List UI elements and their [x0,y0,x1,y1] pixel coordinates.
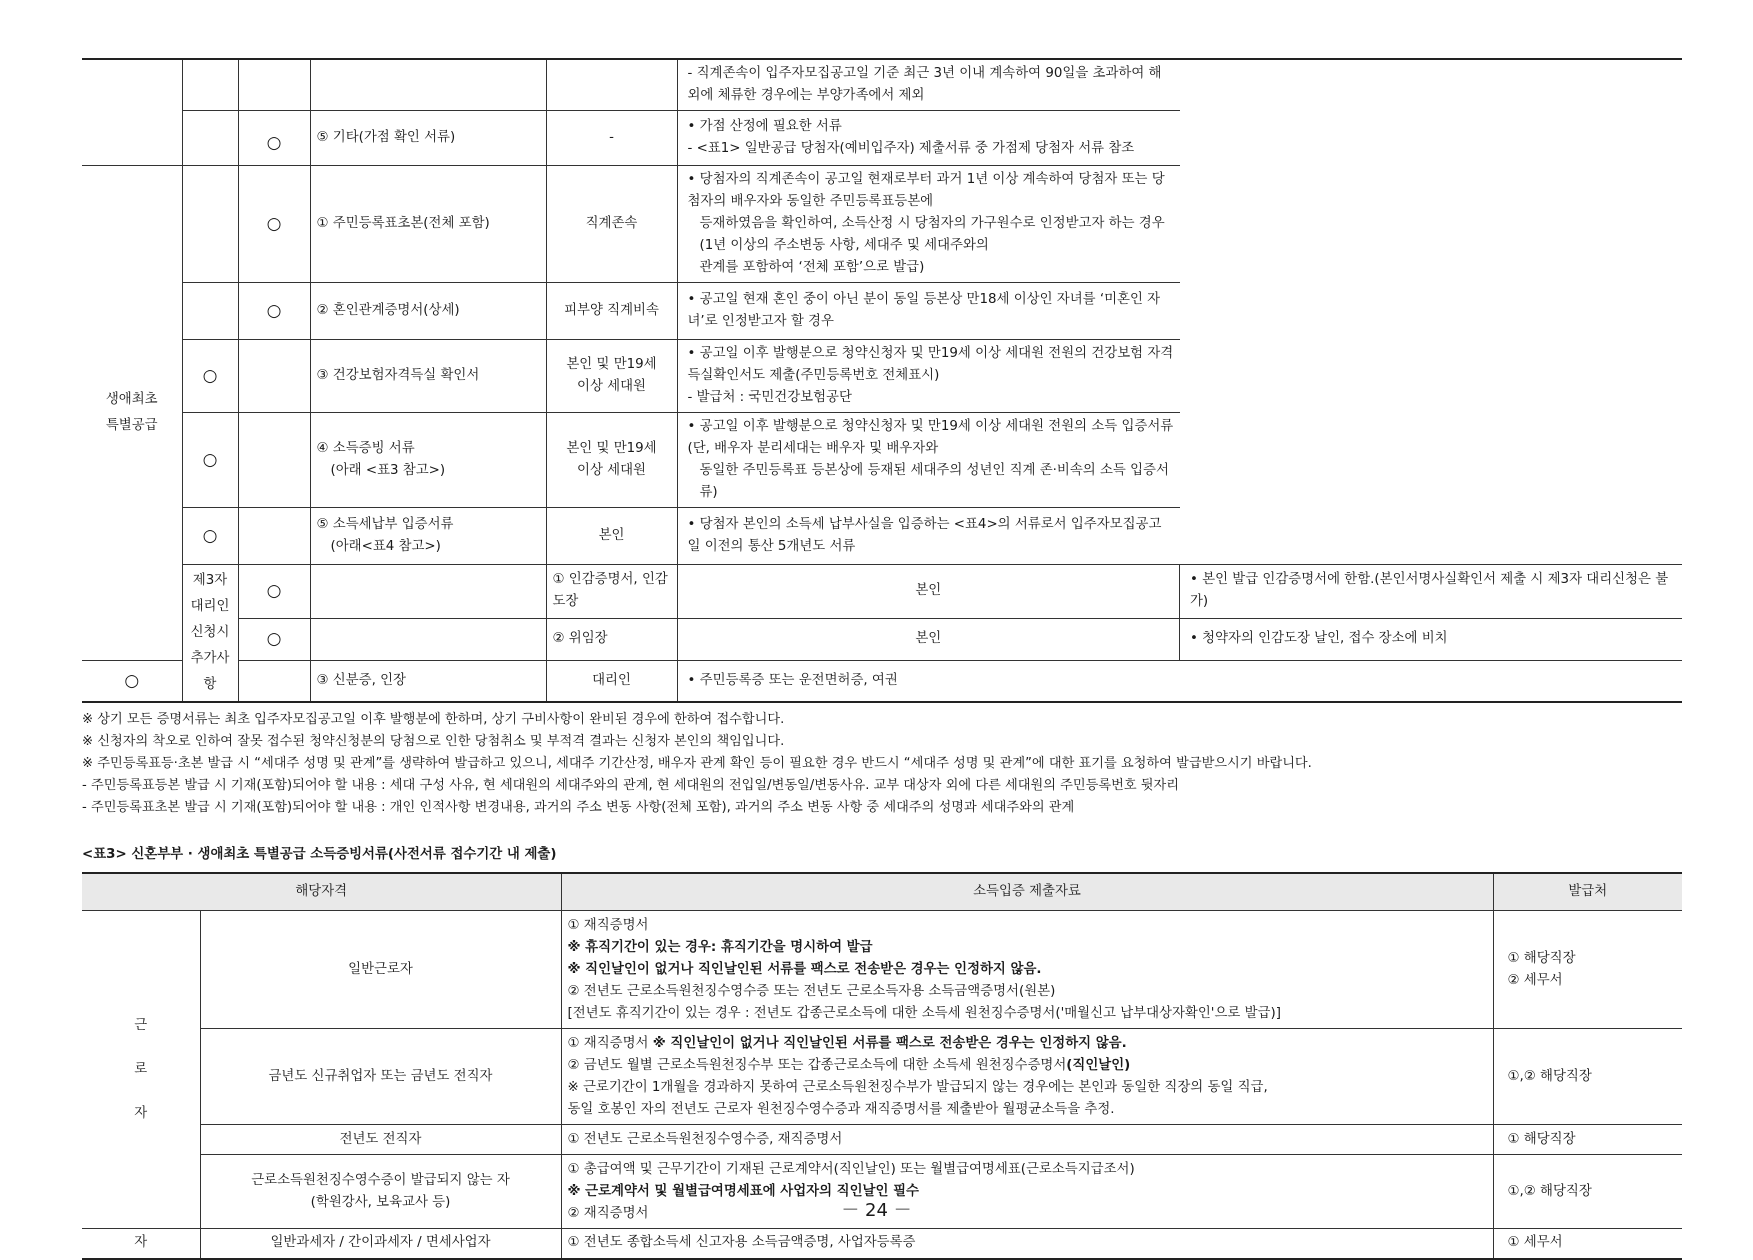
target-person: 본인 및 만19세 이상 세대원 [546,413,677,508]
documents-cell: ① 전년도 근로소득원천징수영수증, 재직증명서 [561,1125,1493,1155]
table-row [82,565,1682,619]
category-self-employed: 자 [82,1229,200,1259]
table-row [82,340,1682,413]
table-row [82,59,1682,111]
note-line: ※ 상기 모든 증명서류는 최초 입주자모집공고일 이후 발행분에 한하며, 상기 구비사항이 완비된 경우에 한하여 접수합니다. [82,712,785,727]
documents-cell: ① 총급여액 및 근무기간이 기재된 근로계약서(직인날인) 또는 월별급여명세표(근로소득지급조서) ※ 근로계약서 및 월별급여명세표에 사업자의 직인날인 필수 ② 재직증명서 [561,1155,1493,1229]
required-mark: ○ [182,413,238,508]
table-row [82,283,1682,340]
table-row [82,413,1682,508]
document-name: ④ 소득증빙 서류 (아래 <표3 참고>) [310,413,546,508]
target-person: - [546,111,677,166]
qualification-cell: 일반근로자 [200,911,561,1029]
category-worker: 근 로 자 [82,911,200,1229]
description-cell: • 당첨자의 직계존속이 공고일 현재로부터 과거 1년 이상 계속하여 당첨자 또는 당첨자의 배우자와 동일한 주민등록표등본에 등재하였음을 확인하여, 소득산정 시 당첨자의 가구원수로 인정받고자 하는 경우(1년 이상의 주소변동 사항, 세대주 및 세대주와의 관계를 포함하여 ‘전체 포함’으로 발급) [677,166,1180,283]
category-proxy: 제3자 대리인 신청시 추가사항 [182,565,238,703]
target-person: 피부양 직계비속 [546,283,677,340]
description-cell: • 주민등록증 또는 운전면허증, 여권 [677,660,1180,702]
description-cell: • 가점 산정에 필요한 서류 - <표1> 일반공급 당첨자(예비입주자) 제출서류 중 가점제 당첨자 서류 참조 [677,111,1180,166]
note-line: ※ 주민등록표등·초본 발급 시 “세대주 성명 및 관계”를 생략하여 발급하고 있으니, 세대주 기간산정, 배우자 관계 확인 등이 필요한 경우 반드시 “세대주 성명 및 관계”에 대한 표기를 요청하여 발급받으시기 바랍니다. [82,756,1312,771]
header-issuer: 발급처 [1493,873,1682,911]
table-row [82,618,1682,660]
note-line: - 주민등록표등본 발급 시 기재(포함)되어야 할 내용 : 세대 구성 사유, 현 세대원의 세대주와의 관계, 현 세대원의 전입일/변동일/변동사유. 교부 대상자 외에 다른 세대원의 주민등록번호 뒷자리 [82,778,1179,793]
document-name: ③ 건강보험자격득실 확인서 [310,340,546,413]
documents-cell: ① 재직증명서 ※ 휴직기간이 있는 경우: 휴직기간을 명시하여 발급 ※ 직인날인이 없거나 직인날인된 서류를 팩스로 전송받은 경우는 인정하지 않음. ② 전년도 근로소득원천징수영수증 또는 전년도 근로소득자용 소득금액증명서(원본) [전년도 휴직기간이 있는 경우 : 전년도 갑종근로소득에 대한 소득세 원천징수증명서('매월신고 납부대상자확인'으로 발급)] [561,911,1493,1029]
issuer-cell: ① 해당직장 [1493,1125,1682,1155]
required-mark: ○ [238,283,310,340]
required-documents-table [82,58,1682,703]
table-row [82,660,1682,702]
required-mark: ○ [238,166,310,283]
documents-cell: ① 전년도 종합소득세 신고자용 소득금액증명, 사업자등록증 [561,1229,1493,1259]
table-row [82,508,1682,565]
qualification-cell: 전년도 전직자 [200,1125,561,1155]
documents-cell: ① 재직증명서 ※ 직인날인이 없거나 직인날인된 서류를 팩스로 전송받은 경우는 인정하지 않음. ② 금년도 월별 근로소득원천징수부 또는 갑종근로소득에 대한 소득세 원천징수증명서(직인날인) ※ 근로기간이 1개월을 경과하지 못하여 근로소득원천징수부가 발급되지 않는 경우에는 본인과 동일한 직장의 동일 직급, 동일 호봉인 자의 전년도 근로자 원천징수영수증과 재직증명서를 제출받아 월평균소득을 추정. [561,1029,1493,1125]
issuer-cell: ① 세무서 [1493,1229,1682,1259]
target-person: 본인 [677,618,1180,660]
document-name: ③ 신분증, 인장 [310,660,546,702]
qualification-cell: 금년도 신규취업자 또는 금년도 전직자 [200,1029,561,1125]
table3-caption: <표3> 신혼부부 · 생애최초 특별공급 소득증빙서류(사전서류 접수기간 내 제출) [82,847,557,862]
category-first-home: 생애최초 특별공급 [82,166,182,661]
document-name: ① 인감증명서, 인감도장 [546,565,677,619]
target-person: 본인 [546,508,677,565]
table-row [82,1229,1682,1259]
document-name: ⑤ 소득세납부 입증서류 (아래<표4 참고>) [310,508,546,565]
page-number: － 24 － [841,1200,912,1221]
document-name: ⑤ 기타(가점 확인 서류) [310,111,546,166]
notes-section [82,709,1682,819]
description-cell: • 본인 발급 인감증명서에 한함.(본인서명사실확인서 제출 시 제3자 대리신청은 불가) [1180,565,1683,619]
note-line: - 주민등록표초본 발급 시 기재(포함)되어야 할 내용 : 개인 인적사항 변경내용, 과거의 주소 변동 사항(전체 포함), 과거의 주소 변동 사항 중 세대주의 성명과 세대주와의 관계 [82,800,1075,815]
document-page [82,58,1682,1260]
issuer-cell: ①,② 해당직장 [1493,1155,1682,1229]
qualification-cell: 일반과세자 / 간이과세자 / 면세사업자 [200,1229,561,1259]
table-row [82,1029,1682,1125]
table-row [82,111,1682,166]
description-cell: • 공고일 현재 혼인 중이 아닌 분이 동일 등본상 만18세 이상인 자녀를 ‘미혼인 자녀’로 인정받고자 할 경우 [677,283,1180,340]
target-person: 직계존속 [546,166,677,283]
description-cell: - 직계존속이 입주자모집공고일 기준 최근 3년 이내 계속하여 90일을 초과하여 해외에 체류한 경우에는 부양가족에서 제외 [677,59,1180,111]
required-mark: ○ [238,111,310,166]
document-name: ② 위임장 [546,618,677,660]
issuer-cell: ①,② 해당직장 [1493,1029,1682,1125]
required-mark: ○ [182,340,238,413]
issuer-cell: ① 해당직장 ② 세무서 [1493,911,1682,1029]
description-cell: • 공고일 이후 발행분으로 청약신청자 및 만19세 이상 세대원 전원의 건강보험 자격득실확인서도 제출(주민등록번호 전체표시) - 발급처 : 국민건강보험공단 [677,340,1180,413]
target-person: 본인 및 만19세 이상 세대원 [546,340,677,413]
description-cell: • 당첨자 본인의 소득세 납부사실을 입증하는 <표4>의 서류로서 입주자모집공고일 이전의 통산 5개년도 서류 [677,508,1180,565]
target-person: 본인 [677,565,1180,619]
table-header-row [82,873,1682,911]
header-qualification: 해당자격 [82,873,561,911]
document-name: ① 주민등록표초본(전체 포함) [310,166,546,283]
required-mark: ○ [238,618,310,660]
table-row [82,1125,1682,1155]
description-cell: • 공고일 이후 발행분으로 청약신청자 및 만19세 이상 세대원 전원의 소득 입증서류(단, 배우자 분리세대는 배우자 및 배우자와 동일한 주민등록표 등본상에 등재된 세대주의 성년인 직계 존·비속의 소득 입증서류) [677,413,1180,508]
required-mark: ○ [238,565,310,619]
header-documents: 소득입증 제출자료 [561,873,1493,911]
required-mark: ○ [182,508,238,565]
table-row [82,166,1682,283]
category-cell-empty [82,59,182,166]
note-line: ※ 신청자의 착오로 인하여 잘못 접수된 청약신청분의 당첨으로 인한 당첨취소 및 부적격 결과는 신청자 본인의 책임입니다. [82,734,785,749]
required-mark: ○ [82,660,182,702]
target-person: 대리인 [546,660,677,702]
document-name: ② 혼인관계증명서(상세) [310,283,546,340]
qualification-cell: 근로소득원천징수영수증이 발급되지 않는 자 (학원강사, 보육교사 등) [200,1155,561,1229]
table-row [82,911,1682,1029]
description-cell: • 청약자의 인감도장 날인, 접수 장소에 비치 [1180,618,1683,660]
